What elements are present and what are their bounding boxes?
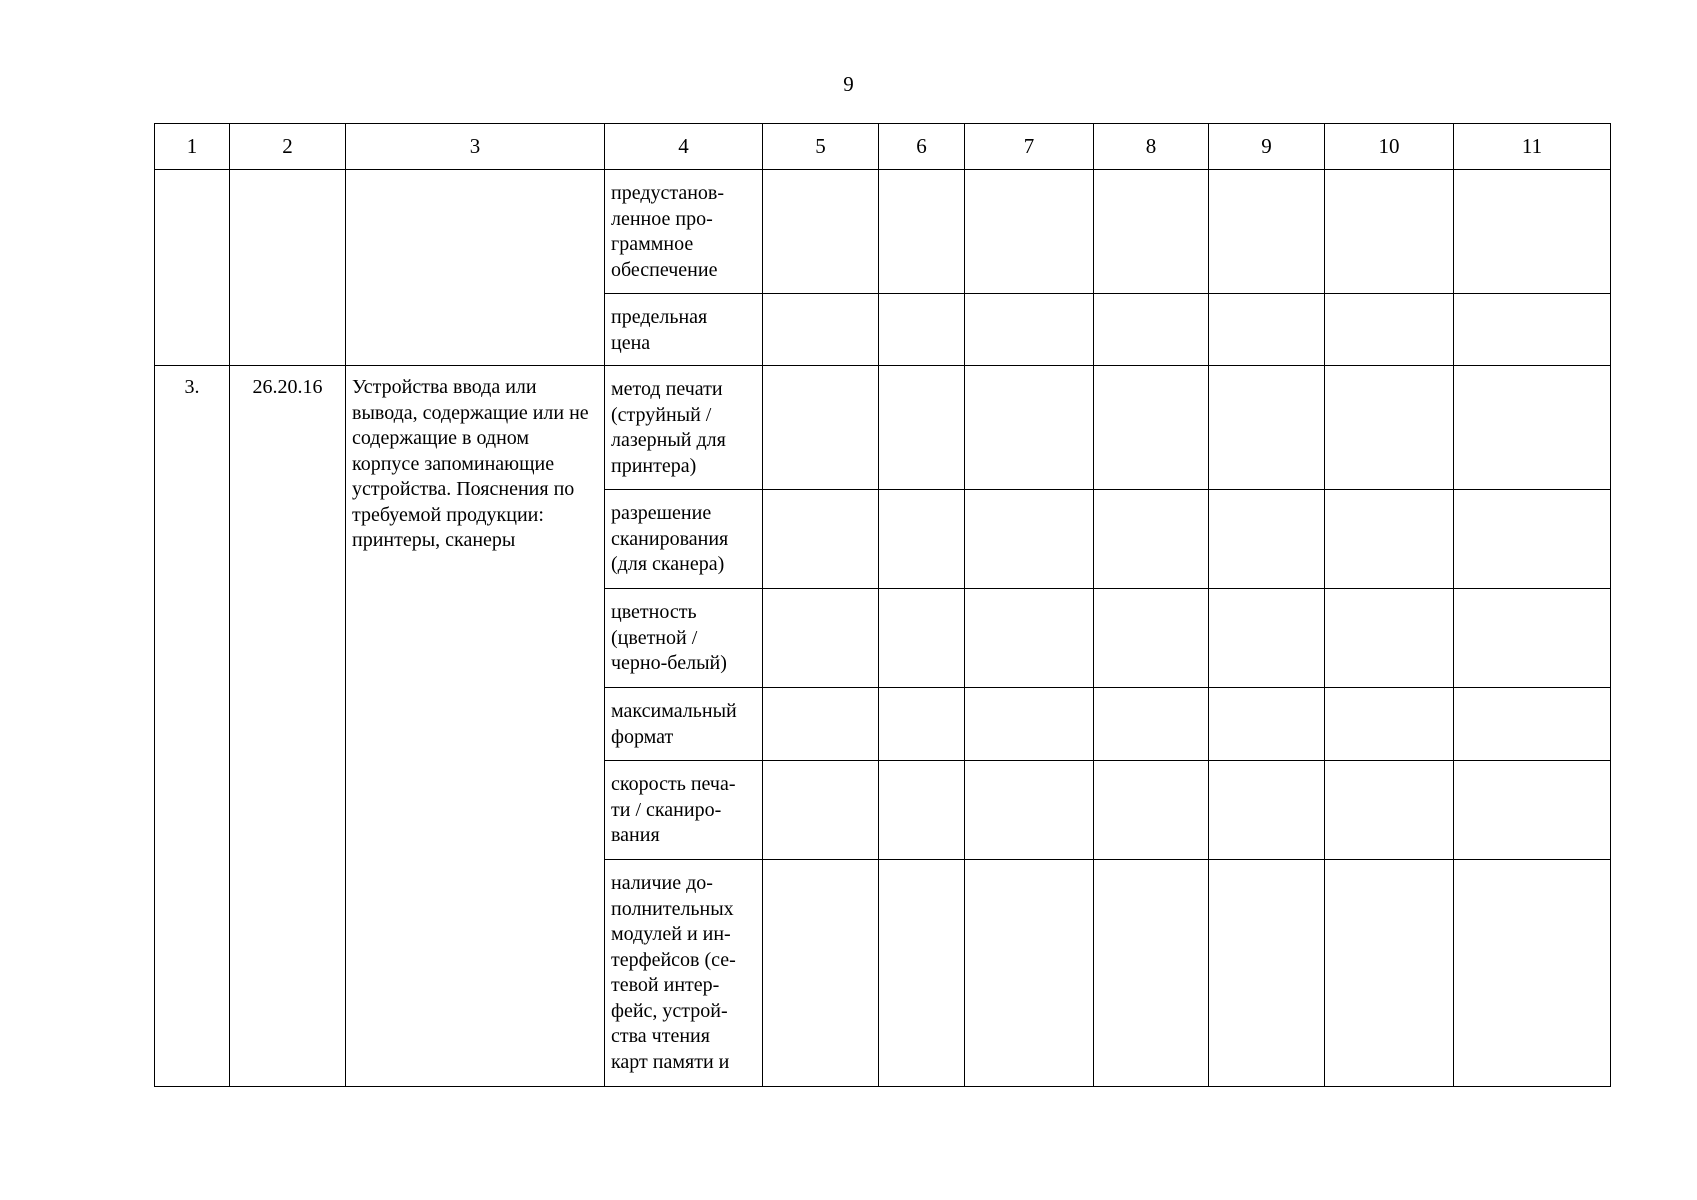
- empty-cell: [346, 170, 605, 366]
- column-header: 4: [605, 124, 763, 170]
- item-number: 3.: [155, 366, 230, 1087]
- item-code: 26.20.16: [230, 366, 346, 1087]
- empty-cell: [230, 170, 346, 366]
- page-number: 9: [843, 72, 854, 96]
- characteristic-cell: цветность (цветной / черно-белый): [605, 589, 763, 688]
- column-header: 6: [879, 124, 965, 170]
- column-header: 1: [155, 124, 230, 170]
- column-header: 9: [1209, 124, 1325, 170]
- table-row: [155, 170, 1611, 294]
- item-name: Устройства ввода или вывода, содержащие или не содержащие в одном корпусе запоминающие устройства. Пояснения по требуемой продукции: принтеры, сканеры: [346, 366, 605, 1087]
- characteristic-cell: скорость печа- ти / сканиро- вания: [605, 761, 763, 860]
- column-header: 10: [1325, 124, 1454, 170]
- characteristic-cell: разрешение сканирования (для сканера): [605, 490, 763, 589]
- characteristic-cell: метод печати (струйный / лазерный для принтера): [605, 366, 763, 490]
- requirements-table: [154, 123, 1611, 1087]
- column-header: 11: [1454, 124, 1611, 170]
- characteristic-cell: максимальный формат: [605, 688, 763, 761]
- characteristic-cell: предельная цена: [605, 294, 763, 366]
- column-header: 7: [965, 124, 1094, 170]
- empty-cell: [155, 170, 230, 366]
- characteristic-cell: наличие до- полнительных модулей и ин- терфейсов (се- тевой интер- фейс, устрой- ства чтения карт памяти и: [605, 860, 763, 1087]
- column-header: 3: [346, 124, 605, 170]
- column-header: 2: [230, 124, 346, 170]
- column-header: 8: [1094, 124, 1209, 170]
- characteristic-cell: предустанов- ленное про- граммное обеспечение: [605, 170, 763, 294]
- column-header: 5: [763, 124, 879, 170]
- table-row: [155, 366, 1611, 490]
- table-header-row: [155, 124, 1611, 170]
